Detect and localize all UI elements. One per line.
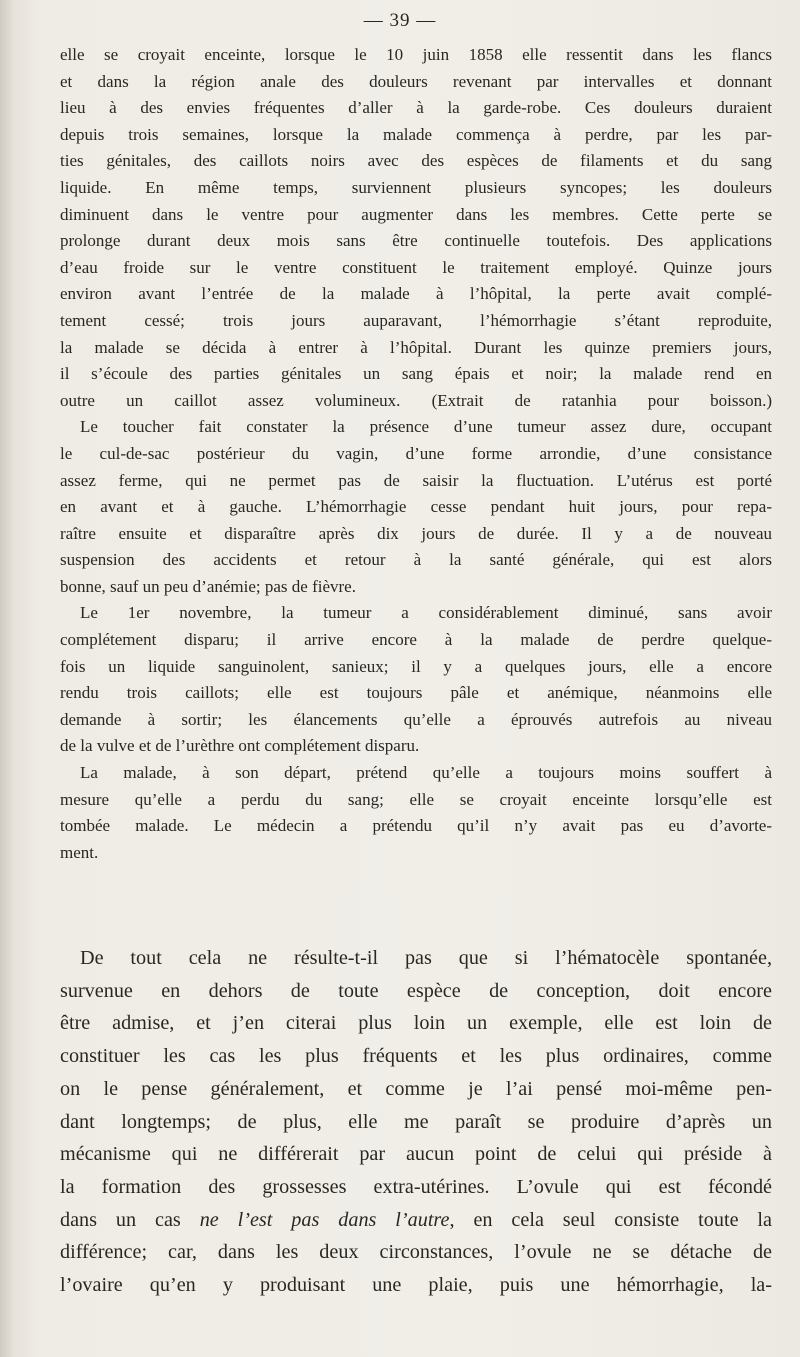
text-line: en avant et à gauche. L’hémorrhagie cesse pendant huit jours, pour repa- xyxy=(60,497,772,517)
case-report-text xyxy=(60,42,772,866)
text-line: bonne, sauf un peu d’anémie; pas de fièvre. xyxy=(60,576,356,596)
text-line: il s’écoule des parties génitales un sang épais et noir; la malade rend en xyxy=(60,364,772,384)
text-line: tombée malade. Le médecin a prétendu qu’il n’y avait pas eu d’avorte- xyxy=(60,816,772,836)
text-line: mécanisme qui ne différerait par aucun point de celui qui préside à xyxy=(60,1143,772,1166)
text-line: ties génitales, des caillots noirs avec des espèces de filaments et du sang xyxy=(60,151,772,171)
text-line: constituer les cas les plus fréquents et les plus ordinaires, comme xyxy=(60,1045,772,1068)
text-line: mesure qu’elle a perdu du sang; elle se croyait enceinte lorsqu’elle est xyxy=(60,789,772,809)
text-line: différence; car, dans les deux circonstances, l’ovule ne se détache de xyxy=(60,1241,772,1264)
text-line: La malade, à son départ, prétend qu’elle a toujours moins souffert à xyxy=(80,763,772,783)
text-line: depuis trois semaines, lorsque la malade commença à perdre, par les par- xyxy=(60,124,772,144)
text-line: demande à sortir; les élancements qu’elle a éprouvés autrefois au niveau xyxy=(60,709,772,729)
text-line: lieu à des envies fréquentes d’aller à la garde-robe. Ces douleurs duraient xyxy=(60,98,772,118)
text-line: De tout cela ne résulte-t-il pas que si l’hématocèle spontanée, xyxy=(80,947,772,969)
text-line: suspension des accidents et retour à la santé générale, qui est alors xyxy=(60,550,772,570)
text-line: fois un liquide sanguinolent, sanieux; il y a quelques jours, elle a encore xyxy=(60,656,772,676)
text-line: Le 1er novembre, la tumeur a considérablement diminué, sans avoir xyxy=(80,603,772,623)
italic-phrase: ne l’est pas dans l’autre xyxy=(199,1208,450,1231)
text-line: survenue en dehors de toute espèce de conception, doit encore xyxy=(60,979,772,1002)
text-line: de la vulve et de l’urèthre ont complétement disparu. xyxy=(60,736,420,756)
text-line: environ avant l’entrée de la malade à l’hôpital, la perte avait complé- xyxy=(60,284,772,304)
text-line: Le toucher fait constater la présence d’une tumeur assez dure, occupant xyxy=(80,417,772,437)
text-line: la malade se décida à entrer à l’hôpital. Durant les quinze premiers jours, xyxy=(60,337,772,357)
text-segment: dans un cas xyxy=(60,1208,200,1231)
text-line: prolonge durant deux mois sans être continuelle toutefois. Des applications xyxy=(60,231,772,251)
text-line: être admise, et j’en citerai plus loin un exemple, elle est loin de xyxy=(60,1012,772,1035)
text-line: ment. xyxy=(60,842,99,862)
text-line: raître ensuite et disparaître après dix jours de durée. Il y a de nouveau xyxy=(60,523,772,543)
text-line: complétement disparu; il arrive encore à la malade de perdre quelque- xyxy=(60,630,772,650)
text-line-with-italic xyxy=(60,1204,772,1237)
text-line: tement cessé; trois jours auparavant, l’hémorrhagie s’étant reproduite, xyxy=(60,310,772,330)
text-line: liquide. En même temps, surviennent plusieurs syncopes; les douleurs xyxy=(60,177,772,197)
text-line: outre un caillot assez volumineux. (Extrait de ratanhia pour boisson.) xyxy=(60,390,772,410)
text-segment: , en cela seul consiste toute la xyxy=(449,1208,772,1231)
page-number: — 39 — xyxy=(363,10,437,31)
text-line: on le pense généralement, et comme je l’ai pensé moi-même pen- xyxy=(60,1077,772,1100)
text-line: elle se croyait enceinte, lorsque le 10 juin 1858 elle ressentit dans les flancs xyxy=(60,45,772,64)
text-line: assez ferme, qui ne permet pas de saisir la fluctuation. L’utérus est porté xyxy=(60,470,772,490)
text-line: et dans la région anale des douleurs revenant par intervalles et donnant xyxy=(60,71,772,91)
text-line: rendu trois caillots; elle est toujours pâle et anémique, néanmoins elle xyxy=(60,683,772,703)
text-line: la formation des grossesses extra-utérines. L’ovule qui est fécondé xyxy=(60,1175,772,1198)
text-line: le cul-de-sac postérieur du vagin, d’une forme arrondie, d’une consistance xyxy=(60,443,772,463)
text-line: d’eau froide sur le ventre constituent le traitement employé. Quinze jours xyxy=(60,257,772,277)
text-line: dant longtemps; de plus, elle me paraît se produire d’après un xyxy=(60,1110,772,1133)
discussion-text xyxy=(60,942,772,1302)
text-line: l’ovaire qu’en y produisant une plaie, puis une hémorrhagie, la- xyxy=(60,1274,772,1297)
text-line: diminuent dans le ventre pour augmenter dans les membres. Cette perte se xyxy=(60,204,772,224)
